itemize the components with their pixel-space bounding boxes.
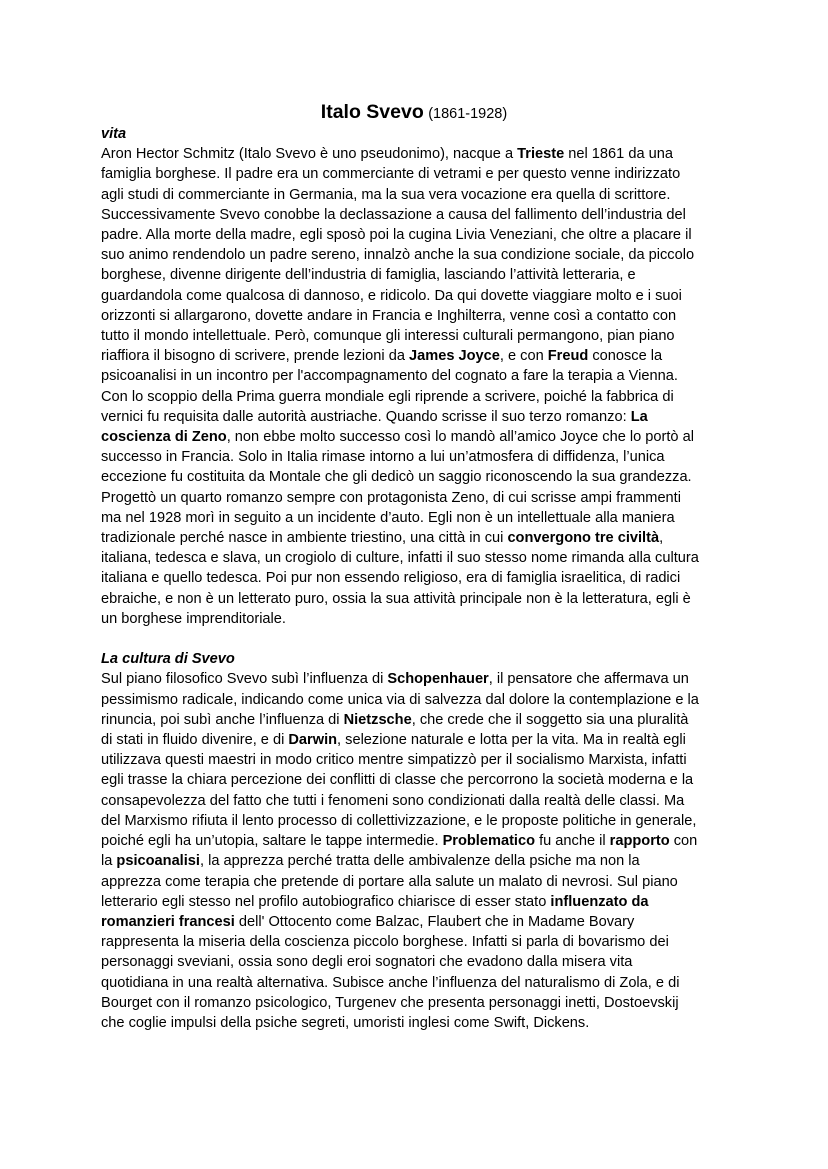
section-heading-cultura: La cultura di Svevo	[101, 651, 235, 668]
text-run: , la apprezza perché tratta delle ambivalenze della psiche ma non la apprezza come terapia che pretende di portare alla salute un malato di nevrosi. Sul piano letterario egli stesso nel profilo autobiografico chiarisce di esser stato	[101, 853, 678, 910]
text-run: , che crede che il soggetto sia una pluralità di stati in fluido divenire, e di	[101, 711, 689, 749]
document-title	[0, 101, 828, 125]
bold-run: Freud	[547, 348, 589, 365]
text-run: , e con	[499, 348, 548, 365]
bold-run: influenzato da romanzieri francesi	[101, 893, 649, 930]
bold-run: Trieste	[517, 146, 565, 163]
text-run: conosce la psicoanalisi in un incontro per l'accompagnamento del cognato a fare la terapia a Vienna. Con lo scoppio della Prima guerra mondiale egli riprende a scrivere, poiché la fabbrica di vernici fu requisita dalle autorità austriache. Quando scrisse il suo terzo romanzo:	[101, 348, 678, 425]
text-run: nel 1861 da una famiglia borghese. Il padre era un commerciante di vetrami e per questo venne indirizzato agli studi di commerciante in Germania, ma la sua vera vocazione era quella di scrittore. Successivamente Svevo conobbe la declassazione a causa del fallimento dell’industria del padre. Alla morte della madre, egli sposò poi la cugina Livia Veneziani, che oltre a placare il suo animo rendendolo un padre sereno, innalzò anche la sua condizione sociale, da piccolo borghese, divenne dirigente dell’industria di famiglia, lasciando l’attività letteraria, e guardandola come qualcosa di dannoso, e ridicolo. Da qui dovette viaggiare molto e i suoi orizzonti si allargarono, dovette andare in Francia e Inghilterra, venne così a contatto con tutto il mondo intellettuale. Però, comunque gli interessi culturali permangono, pian piano riaffiora il bisogno di scrivere, prende lezioni da	[101, 146, 695, 365]
section-vita	[101, 124, 737, 629]
bold-run: La coscienza di Zeno	[101, 408, 648, 446]
paragraph-cultura	[101, 669, 737, 1033]
document-body	[101, 124, 737, 1033]
text-run: , il pensatore che affermava un pessimismo radicale, indicando come unica via di salvezza dal dolore la contemplazione e la rinuncia, poi subì anche l’influenza di	[101, 671, 699, 728]
text-run: con la	[101, 833, 698, 870]
text-run: , non ebbe molto successo così lo mandò all’amico Joyce che lo portò al successo in Francia. Solo in Italia rimase intorno a lui un’atmosfera di diffidenza, l’unica eccezione fu costituita da Montale che gli dedicò un saggio riconoscendo la sua grandezza. Progettò un quarto romanzo sempre con protagonista Zeno, di cui scrisse ampi frammenti ma nel 1928 morì in seguito a un incidente d’auto. Egli non è un intellettuale alla maniera tradizionale perché nasce in ambiente triestino, una città in cui	[101, 429, 694, 547]
bold-run: Schopenhauer	[387, 671, 489, 688]
bold-run: convergono tre civiltà	[507, 530, 660, 547]
bold-run: Nietzsche	[343, 711, 412, 728]
bold-run: rapporto	[609, 833, 670, 850]
section-cultura	[101, 649, 737, 1033]
text-run: dell' Ottocento come Balzac, Flaubert che in Madame Bovary rappresenta la miseria della coscienza piccolo borghese. Infatti si parla di bovarismo dei personaggi sveviani, ossia sono degli eroi sognatori che evadono dalla misera vita quotidiana in una realtà alternativa. Subisce anche l’influenza del naturalismo di Zola, e di Bourget con il romanzo psicologico, Turgenev che presenta personaggi inetti, Dostoevskij che coglie impulsi della psiche segreti, umoristi inglesi come Swift, Dickens.	[101, 913, 680, 1031]
text-run: fu anche il	[535, 833, 610, 850]
text-run: Aron Hector Schmitz (Italo Svevo è uno pseudonimo), nacque a	[101, 146, 518, 163]
bold-run: James Joyce	[409, 348, 500, 365]
bold-run: psicoanalisi	[116, 853, 200, 870]
section-gap	[101, 629, 737, 649]
title-dates: (1861-1928)	[428, 106, 508, 122]
paragraph-vita	[101, 144, 737, 629]
text-run: Sul piano filosofico Svevo subì l’influenza di	[101, 671, 388, 688]
text-run: , italiana, tedesca e slava, un crogiolo di culture, infatti il suo stesso nome rimanda alla cultura italiana e quello tedesca. Poi pur non essendo religioso, era di famiglia israelitica, di radici ebraiche, e non è un letterato puro, ossia la sua attività principale non è la letteratura, egli è un borghese imprenditoriale.	[101, 530, 699, 627]
title-main: Italo Svevo	[320, 101, 424, 123]
section-heading-vita: vita	[101, 126, 127, 142]
bold-run: Problematico	[442, 833, 536, 850]
bold-run: Darwin	[288, 732, 338, 749]
text-run: , selezione naturale e lotta per la vita. Ma in realtà egli utilizzava questi maestri in modo critico mentre simpatizzò per il socialismo Marxista, infatti egli trasse la chiara percezione dei conflitti di classe che percorrono la società moderna e la consapevolezza del fatto che tutti i fenomeni sono condizionati dalla realtà delle classi. Ma del Marxismo rifiuta il lento processo di collettivizzazione, e le proposte politiche in generale, poiché egli ha un’utopia, saltare le tappe intermedie.	[101, 732, 697, 850]
